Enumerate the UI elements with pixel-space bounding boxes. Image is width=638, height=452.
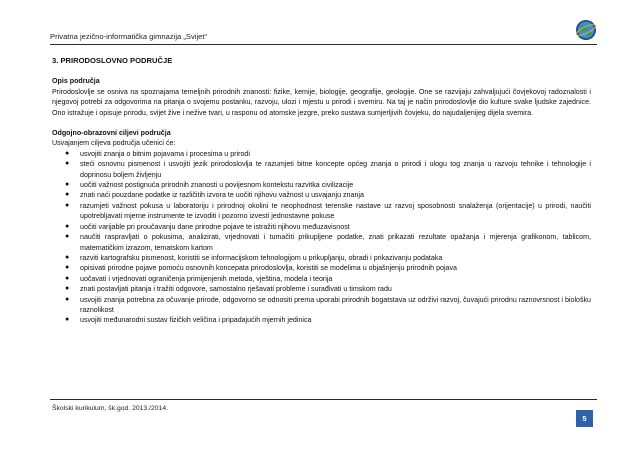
section-title: 3. PRIRODOSLOVNO PODRUČJE [52,56,173,65]
list-item: ● naučiti raspravljati o pokusima, analizirati, vrjednovati i tumačiti prikupljene podatke, znati prikazati rezultate opažanja i mjerenja grafikonom, tablicom, matematičkim izrazom, tematskom kartom [65,233,591,252]
bullet-icon: ● [65,201,70,209]
bullet-icon: ● [65,233,70,241]
bullet-icon: ● [65,295,70,303]
list-item: ● opisivati prirodne pojave pomoću osnovnih koncepata prirodoslovlja, koristiti se modelima u objašnjenju prirodnih pojava [65,264,457,273]
page-header [50,22,597,45]
school-logo-icon [575,19,597,41]
list-item: ● usvojiti međunarodni sustav fizičkih veličina i pripadajućih mjernih jedinica [65,316,312,325]
bullet-icon: ● [65,160,70,168]
header-title: Privatna jezično-informatička gimnazija „Svijet“ [50,32,207,41]
bullet-icon: ● [65,222,70,230]
page-footer [50,399,597,423]
main-content [52,56,591,326]
opis-heading: Opis područja [52,77,100,86]
opis-paragraph: Prirodoslovlje se osniva na spoznajama temeljnih prirodnih znanosti: fizike, kemije, biologije, geografije, geologije. One se razvijaju zahvaljujući čovjekovoj radoznalosti i njegovoj potrebi za odgovorima na pitanja o svojemu postanku, razvoju, ulozi i mjestu u prirodi i svemiru. Na taj je način prirodoslovlje dio kulture svake ljudske zajednice. Ono istražuje i opisuje prirodu, svijet žive i nežive tvari, u rasponu od atomske jezgre, preko sustava sumjerljivih čovjeku, do najudaljenijeg dijela svemira. [52,87,591,117]
bullet-icon: ● [65,181,70,189]
list-item: ● usvojiti znanja o bitnim pojavama i procesima u prirodi [65,149,250,158]
bullet-icon: ● [65,316,70,324]
bullet-icon: ● [65,274,70,282]
footer-text: Školski kurikulum, šk.god. 2013./2014. [52,405,168,412]
bullet-icon: ● [65,191,70,199]
list-item: ● uočiti varijable pri proučavanju dane prirodne pojave te istražiti njihovu međuzavisnost [65,222,350,231]
list-item: ● steći osnovnu pismenost i usvojiti jezik prirodoslovlja te razumjeti bitne koncepte općeg znanja o prirodi i ulogu tog znanja u razvoju tehnike i tehnologije i doprinosu boljem življenju [65,160,591,179]
list-item: ● znati postavljati pitanja i tražiti odgovore, samostalno rješavati probleme i surađivati u timskom radu [65,285,392,294]
list-item: ● uočiti važnost postignuća prirodnih znanosti u povijesnom kontekstu razvitka civilizacije [65,181,354,190]
list-item: ● znati naći pouzdane podatke iz različitih izvora te uočiti njihovu važnost u usvajanju znanja [65,191,364,200]
bullet-icon: ● [65,253,70,261]
list-item: ● razviti kartografsku pismenost, koristiti se informacijskom tehnologijom u prikupljanju, obradi i prikazivanju podataka [65,253,443,262]
bullet-icon: ● [65,264,70,272]
page-number-badge: 5 [576,410,593,427]
bullet-icon: ● [65,285,70,293]
ciljevi-intro: Usvajanjem ciljeva područja učenici će: [52,139,176,148]
list-item: ● usvojiti znanja potrebna za očuvanje prirode, odgovorno se odnositi prema uporabi prirodnih bogatstava uz održivi razvoj, čuvajući prirodnu raznovrsnost i biološku raznolikost [65,295,591,314]
bullet-icon: ● [65,149,70,157]
ciljevi-heading: Odgojno-obrazovni ciljevi područja [52,129,171,138]
ciljevi-list [52,149,591,326]
list-item: ● razumjeti važnost pokusa u laboratoriju i prirodnoj okolini te neophodnost terenske nastave uz razvoj sposobnosti snalaženja (orijentacije) u prirodi, naučiti upotrebljavati mjerne instrumente te izvoditi i pozorno izvesti jednostavne pokuse [65,201,591,221]
list-item: ● uočavati i vrjednovati ograničenja primijenjenih metoda, vještina, modela i teorija [65,274,333,283]
